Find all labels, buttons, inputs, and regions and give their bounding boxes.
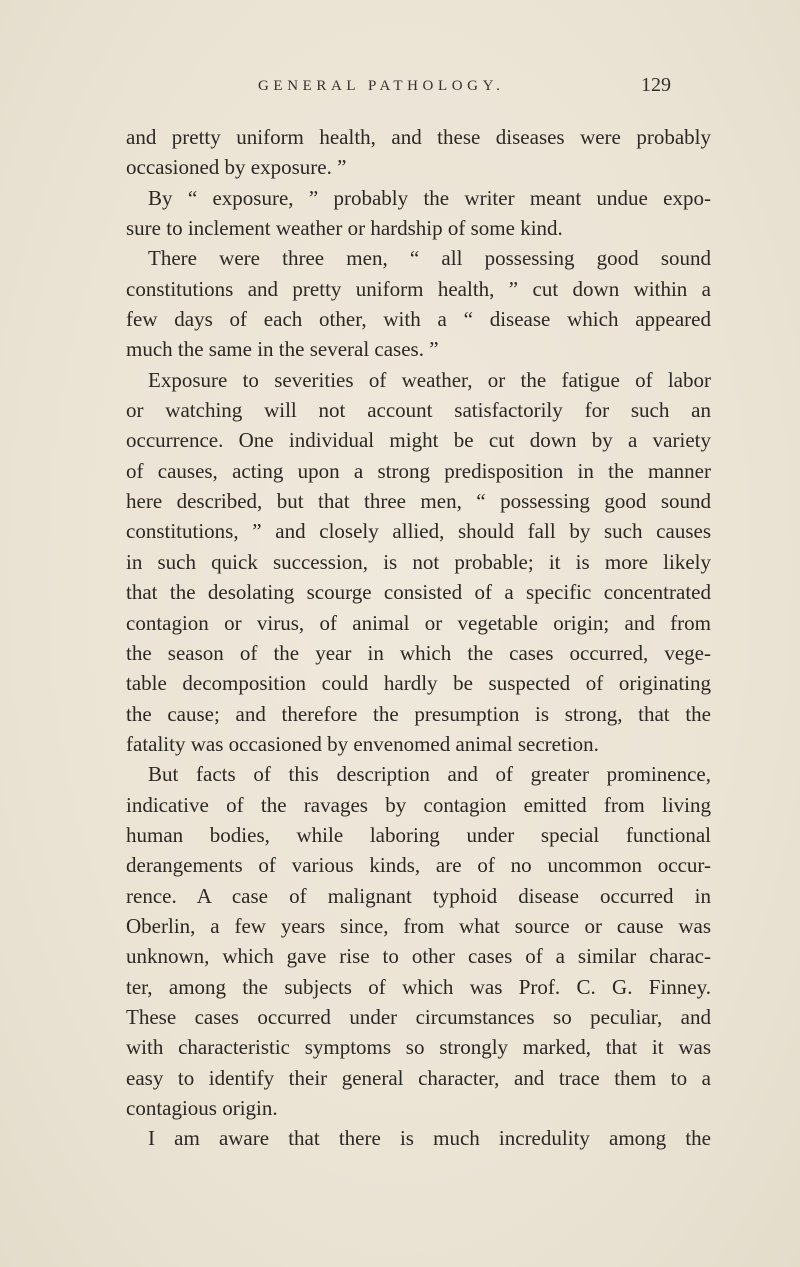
text-line: derangements of various kinds, are of no uncommon occur-: [126, 853, 711, 878]
running-title: GENERAL PATHOLOGY.: [258, 78, 505, 94]
text-line: much the same in the several cases. ”: [126, 337, 439, 362]
text-line: These cases occurred under circumstances so peculiar, and: [126, 1004, 711, 1029]
text-line: ter, among the subjects of which was Prof. C. G. Finney.: [126, 974, 711, 999]
text-line: that the desolating scourge consisted of a specific concentrated: [126, 580, 711, 605]
text-line: Oberlin, a few years since, from what source or cause was: [126, 913, 711, 938]
text-line: There were three men, “ all possessing good sound: [148, 246, 711, 271]
text-line: the cause; and therefore the presumption is strong, that the: [126, 701, 711, 726]
text-line: here described, but that three men, “ possessing good sound: [126, 489, 711, 514]
text-line: fatality was occasioned by envenomed animal secretion.: [126, 731, 599, 756]
text-line: or watching will not account satisfactorily for such an: [126, 398, 711, 423]
text-line: of causes, acting upon a strong predisposition in the manner: [126, 458, 711, 483]
text-line: with characteristic symptoms so strongly marked, that it was: [126, 1035, 711, 1060]
text-line: contagious origin.: [126, 1096, 278, 1120]
text-line: By “ exposure, ” probably the writer meant undue expo-: [148, 185, 711, 210]
text-line: the season of the year in which the cases occurred, vege-: [126, 640, 711, 665]
text-line: few days of each other, with a “ disease which appeared: [126, 307, 711, 332]
text-line: constitutions and pretty uniform health, ” cut down within a: [126, 276, 711, 301]
text-line: I am aware that there is much incredulity among the: [148, 1126, 711, 1151]
text-line: contagion or virus, of animal or vegetable origin; and from: [126, 610, 711, 635]
text-line: constitutions, ” and closely allied, should fall by such causes: [126, 519, 711, 544]
page-number: 129: [641, 74, 671, 96]
text-line: But facts of this description and of greater prominence,: [148, 762, 711, 787]
text-line: indicative of the ravages by contagion emitted from living: [126, 792, 711, 817]
text-line: unknown, which gave rise to other cases of a similar charac-: [126, 944, 711, 969]
text-line: occurrence. One individual might be cut down by a variety: [126, 428, 711, 453]
text-line: in such quick succession, is not probable; it is more likely: [126, 549, 711, 574]
body-text: [126, 122, 711, 1154]
text-line: table decomposition could hardly be suspected of originating: [126, 671, 711, 696]
page-header: [0, 72, 800, 102]
text-line: human bodies, while laboring under special functional: [126, 822, 711, 847]
text-line: Exposure to severities of weather, or the fatigue of labor: [148, 367, 711, 392]
text-line: sure to inclement weather or hardship of some kind.: [126, 216, 563, 241]
text-line: easy to identify their general character, and trace them to a: [126, 1065, 711, 1090]
text-line: rence. A case of malignant typhoid disease occurred in: [126, 883, 711, 908]
text-line: and pretty uniform health, and these diseases were probably: [126, 125, 711, 149]
text-line: occasioned by exposure. ”: [126, 155, 347, 180]
